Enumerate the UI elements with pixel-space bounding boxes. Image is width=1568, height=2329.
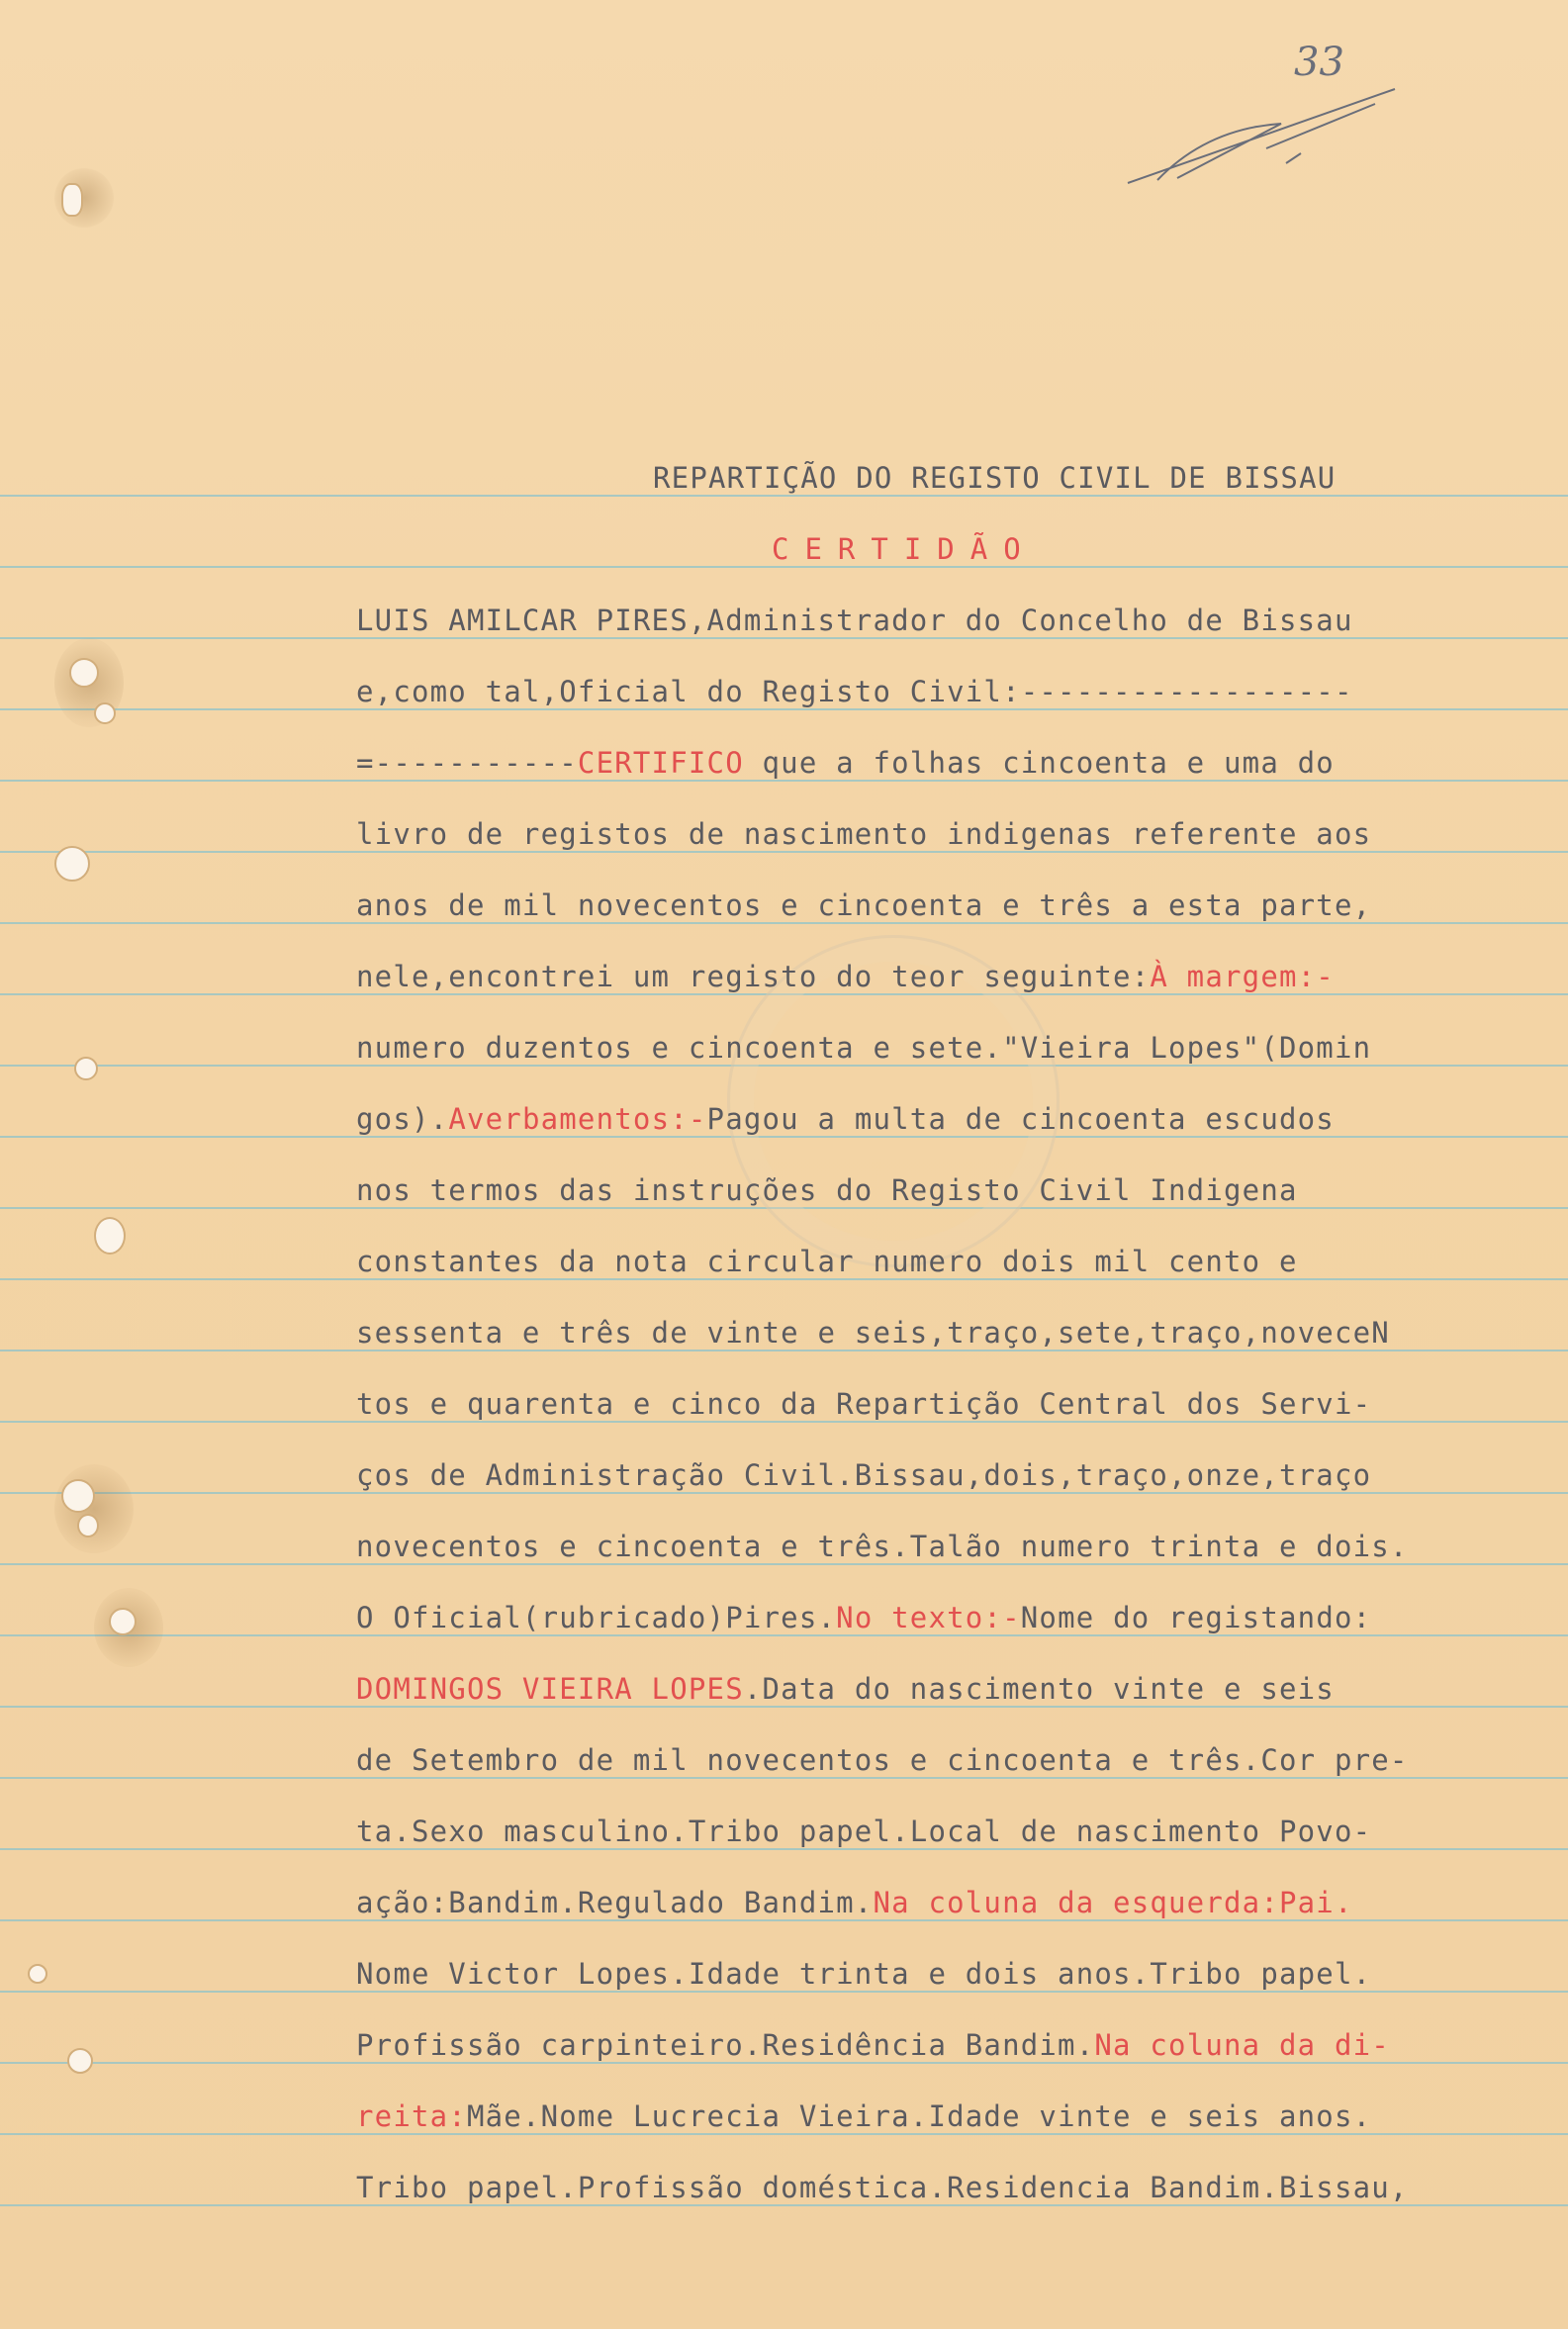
document-title: CERTIDÃO [772, 532, 1037, 566]
text-segment: ação:Bandim.Regulado Bandim. [356, 1886, 874, 1919]
highlight-left-column: Na coluna da esquerda:Pai. [873, 1886, 1353, 1919]
ruled-line [0, 922, 1568, 924]
highlight-margin: À margem:- [1150, 960, 1335, 993]
text-line [356, 2028, 1390, 2062]
text-line: LUIS AMILCAR PIRES,Administrador do Concelho de Bissau [356, 604, 1353, 637]
punch-hole [94, 1217, 126, 1255]
text-line: Nome Victor Lopes.Idade trinta e dois anos.Tribo papel. [356, 1957, 1372, 1991]
ruled-line [0, 2204, 1568, 2206]
text-line [356, 1672, 1335, 1706]
text-segment: Pagou a multa de cincoenta escudos [706, 1102, 1335, 1136]
punch-hole [109, 1608, 137, 1635]
text-line: sessenta e três de vinte e seis,traço,sete,traço,noveceN [356, 1316, 1390, 1350]
ruled-line [0, 1848, 1568, 1850]
highlight-right-column: Na coluna da di- [1094, 2028, 1390, 2062]
text-line: ta.Sexo masculino.Tribo papel.Local de nascimento Povo- [356, 1815, 1372, 1848]
punch-hole [61, 1479, 95, 1513]
ruled-line [0, 1563, 1568, 1565]
text-segment: nele,encontrei um registo do teor seguinte: [356, 960, 1151, 993]
stain-mark [54, 1464, 134, 1553]
text-segment: O Oficial(rubricado)Pires. [356, 1601, 837, 1634]
punch-hole [28, 1964, 47, 1984]
text-line: novecentos e cincoenta e três.Talão numero trinta e dois. [356, 1530, 1409, 1563]
ruled-line [0, 1350, 1568, 1351]
signature-scribble [1118, 69, 1415, 198]
text-line [356, 2099, 1371, 2133]
punch-hole [61, 183, 83, 217]
text-line [356, 746, 1335, 780]
text-line: de Setembro de mil novecentos e cincoenta e três.Cor pre- [356, 1743, 1409, 1777]
ruled-line [0, 851, 1568, 853]
ruled-line [0, 495, 1568, 497]
text-segment: .Data do nascimento vinte e seis [743, 1672, 1335, 1706]
text-line: nos termos das instruções do Registo Civil Indigena [356, 1173, 1298, 1207]
text-segment: Mãe.Nome Lucrecia Vieira.Idade vinte e seis anos. [466, 2099, 1372, 2133]
ruled-line [0, 708, 1568, 710]
punch-hole [69, 658, 99, 688]
text-segment: =----------- [356, 746, 578, 780]
text-line [356, 1102, 1335, 1136]
text-line [356, 1601, 1371, 1634]
ruled-line [0, 1492, 1568, 1494]
ruled-line [0, 1634, 1568, 1636]
text-segment: Nome do registando: [1020, 1601, 1372, 1634]
text-line: numero duzentos e cincoenta e sete."Vieira Lopes"(Domin [356, 1031, 1372, 1065]
ruled-line [0, 1278, 1568, 1280]
punch-hole [77, 1514, 99, 1537]
ruled-line [0, 1777, 1568, 1779]
ruled-line [0, 1706, 1568, 1708]
punch-hole [74, 1057, 98, 1080]
text-line: livro de registos de nascimento indigenas referente aos [356, 817, 1372, 851]
text-segment: gos). [356, 1102, 449, 1136]
text-line [356, 1886, 1353, 1919]
text-line: ços de Administração Civil.Bissau,dois,traço,onze,traço [356, 1458, 1372, 1492]
registrant-name: DOMINGOS VIEIRA LOPES [356, 1672, 744, 1706]
ruled-line [0, 780, 1568, 782]
ruled-line [0, 2133, 1568, 2135]
ruled-line [0, 1421, 1568, 1423]
text-segment: Profissão carpinteiro.Residência Bandim. [356, 2028, 1095, 2062]
highlight-no-texto: No texto:- [836, 1601, 1021, 1634]
text-line: tos e quarenta e cinco da Repartição Central dos Servi- [356, 1387, 1372, 1421]
text-line: e,como tal,Oficial do Registo Civil:------------------ [356, 675, 1353, 708]
ruled-line [0, 566, 1568, 568]
punch-hole [94, 702, 116, 724]
punch-hole [54, 846, 90, 882]
highlight-certifico: CERTIFICO [577, 746, 744, 780]
text-line: Tribo papel.Profissão doméstica.Residencia Bandim.Bissau, [356, 2171, 1409, 2204]
office-header: REPARTIÇÃO DO REGISTO CIVIL DE BISSAU [653, 461, 1337, 495]
ruled-line [0, 637, 1568, 639]
ruled-line [0, 1919, 1568, 1921]
text-line [356, 960, 1335, 993]
ruled-line [0, 1991, 1568, 1993]
text-line: anos de mil novecentos e cincoenta e três a esta parte, [356, 888, 1372, 922]
highlight-averbamentos: Averbamentos:- [448, 1102, 707, 1136]
text-line: constantes da nota circular numero dois mil cento e [356, 1245, 1298, 1278]
highlight-right-column-cont: reita: [356, 2099, 467, 2133]
punch-hole [67, 2048, 93, 2074]
page-number: 33 [1294, 40, 1344, 85]
text-segment: que a folhas cincoenta e uma do [743, 746, 1335, 780]
ruled-line [0, 2062, 1568, 2064]
